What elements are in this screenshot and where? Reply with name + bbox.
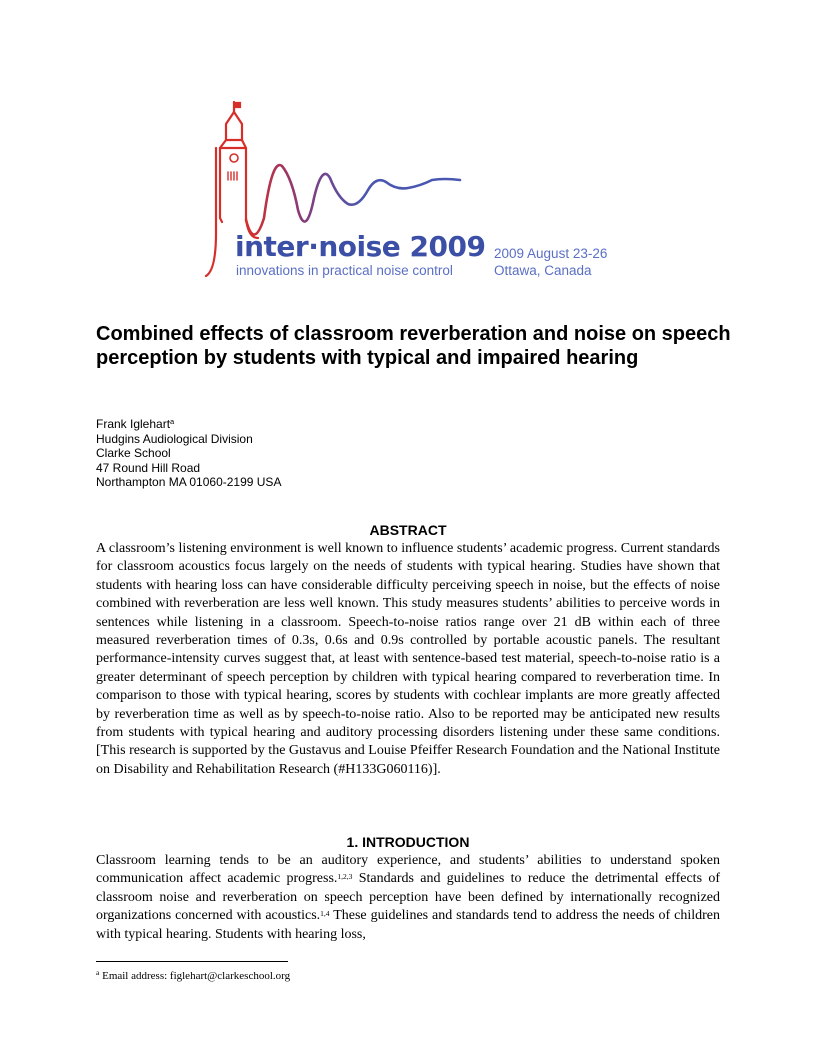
- author-block: [96, 417, 281, 490]
- conference-location: Ottawa, Canada: [494, 263, 592, 278]
- footnote: $^a$ Email address: figlehart@clarkeschool.org: [96, 968, 291, 982]
- abstract-text: A classroom’s listening environment is well known to influence students’ academic progress. Current standards for classroom acoustics focus largely on the needs of students with typical hearing. Studies have shown that students with hearing loss can have considerable difficulty perceiving speech in noise, but the effects of noise combined with reverberation are less well known. This study measures students’ abilities to perceive words in sentences while listening in a classroom. Speech-to-noise ratios range over 21 dB within each of three measured reverberation times of 0.3s, 0.6s and 0.9s controlled by portable acoustic panels. The resultant performance-intensity curves suggest that, at least with sentence-based test material, speech-to-noise ratio is a greater determinant of speech perception by children with typical hearing compared to reverberation time. In comparison to those with typical hearing, scores by students with cochlear implants are more greatly affected by reverberation time as well as by speech-to-noise ratio. Also to be reported may be anticipated new results from students with typical hearing and auditory processing disorders listening under these same conditions. [This research is supported by the Gustavus and Louise Pfeiffer Research Foundation and the National Institute on Disability and Rehabilitation Research (#H133G060116)].: [96, 541, 720, 777]
- sound-wave-icon: [246, 165, 460, 234]
- footnote-divider: [96, 961, 288, 962]
- conference-tagline: innovations in practical noise control: [236, 263, 453, 278]
- citation-ref: 1,2,3: [337, 872, 353, 882]
- affiliation-line: 47 Round Hill Road: [96, 460, 201, 475]
- email-text: Email address: figlehart@clarkeschool.org: [99, 970, 291, 982]
- introduction-heading: 1. INTRODUCTION: [346, 834, 470, 850]
- paper-title: Combined effects of classroom reverberation and noise on speech perception by students with typical and impaired hearing: [96, 323, 731, 369]
- introduction-text: Classroom learning tends to be an auditory experience, and students’ abilities to understand spoken communication affect academic progress.$^{1,2,3}$ Standards and guidelines to reduce the detrimental effects of classroom noise and reverberation on speech perception have been defined by internationally recognized organizations concerned with acoustics.$^{1,4}$ These guidelines and standards tend to address the needs of children with typical hearing. Students with hearing loss,: [96, 853, 720, 942]
- conference-name: inter·noise 2009: [235, 230, 486, 263]
- citation-ref: 1,4: [320, 909, 330, 919]
- affiliation-line: Clarke School: [96, 446, 171, 461]
- author-name: Frank Iglehart$^a$: [96, 417, 175, 431]
- footnote-mark: a: [170, 417, 175, 426]
- affiliation-line: Northampton MA 01060-2199 USA: [96, 475, 282, 490]
- abstract-heading: ABSTRACT: [369, 522, 447, 538]
- affiliation-line: Hudgins Audiological Division: [96, 431, 253, 446]
- conference-date: 2009 August 23-26: [494, 246, 608, 261]
